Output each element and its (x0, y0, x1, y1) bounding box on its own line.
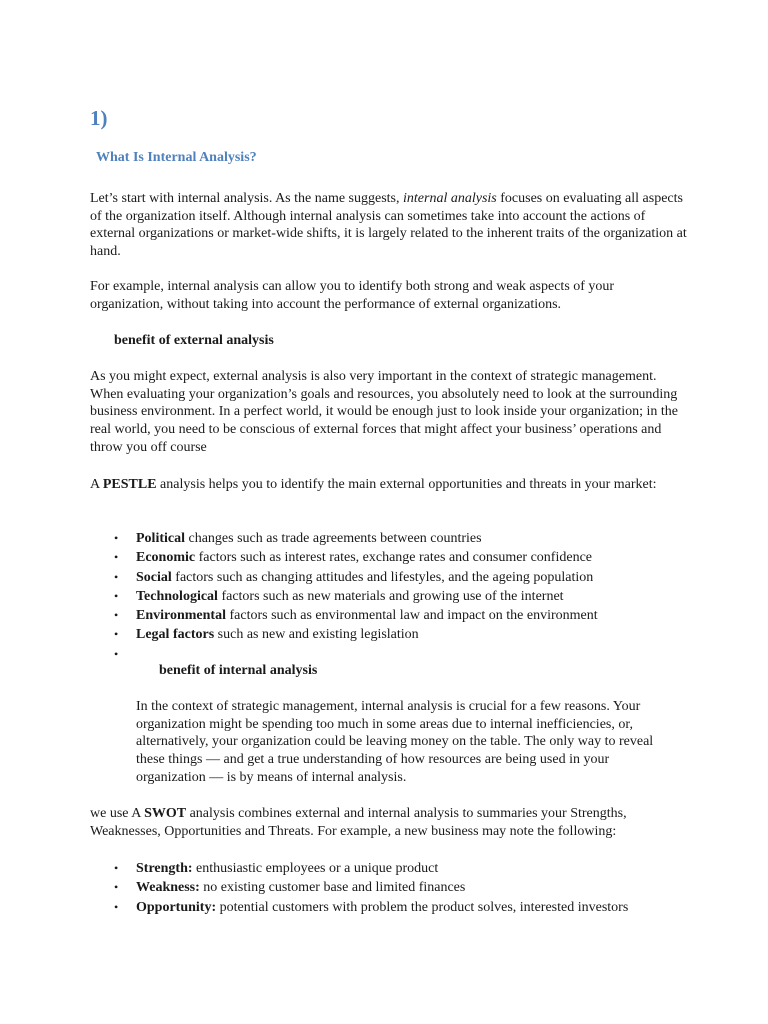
bullet-icon: • (114, 627, 119, 642)
bullet-icon: • (114, 550, 119, 565)
pestle-item-term: Social (136, 569, 172, 585)
pestle-item-term: Technological (136, 588, 218, 604)
bullet-icon: • (114, 646, 119, 661)
bullet-icon: • (114, 608, 119, 623)
swot-item-text: enthusiastic employees or a unique product (192, 861, 439, 876)
internal-paragraph: In the context of strategic management, internal analysis is crucial for a few reasons. Your organization might be spending too much in some areas due to internal inefficiencies, or, alternatively, your organization could be leaving money on the table. The only way to reveal these things — and get a true understanding of how resources are being used in your organization — is by means of internal analysis. (136, 699, 654, 785)
pestle-text-2: analysis helps you to identify the main external opportunities and threats in your market: (156, 477, 657, 492)
bullet-icon: • (114, 861, 119, 875)
swot-intro-paragraph (90, 805, 690, 840)
pestle-item (90, 587, 598, 606)
external-paragraph: As you might expect, external analysis is also very important in the context of strategic management. When evaluating your organization’s goals and resources, you absolutely need to look at the surrounding business environment. In a perfect world, it would be enough just to look inside your organization; in the real world, you need to be conscious of external forces that might affect your business’ operations and throw you off course (90, 369, 679, 455)
swot-item-term: Opportunity: (136, 899, 217, 915)
pestle-item-text: factors such as interest rates, exchange rates and consumer confidence (195, 550, 592, 566)
swot-item-term: Strength: (136, 861, 193, 876)
pestle-item-text: changes such as trade agreements between countries (185, 531, 482, 546)
pestle-item-text: factors such as environmental law and impact on the environment (225, 608, 598, 624)
bullet-icon: • (114, 531, 119, 545)
pestle-item (90, 645, 598, 664)
pestle-list (90, 529, 598, 664)
swot-list (90, 859, 628, 917)
section-number: 1) (90, 106, 108, 130)
pestle-item-term: Environmental (136, 608, 226, 624)
pestle-item-term: Economic (136, 550, 196, 566)
example-paragraph: For example, internal analysis can allow you to identify both strong and weak aspects of your organization, without taking into account the performance of external organizations. (90, 279, 615, 312)
pestle-intro-paragraph (90, 476, 690, 494)
pestle-item-term: Political (136, 531, 185, 546)
swot-text-1: we use A (90, 806, 145, 821)
swot-item (90, 859, 628, 878)
pestle-item-text: factors such as new materials and growing use of the internet (217, 588, 564, 604)
swot-item-text: potential customers with problem the product solves, interested investors (216, 899, 629, 915)
intro-paragraph (90, 190, 690, 261)
swot-item (90, 898, 628, 917)
pestle-item (90, 606, 598, 625)
swot-item-text: no existing customer base and limited finances (199, 880, 466, 896)
pestle-item-term: Legal factors (136, 627, 215, 643)
pestle-item (90, 625, 598, 644)
intro-italic-term: internal analysis (403, 191, 497, 206)
pestle-item (90, 529, 598, 548)
intro-text-1: Let’s start with internal analysis. As the name suggests, (90, 191, 404, 206)
bullet-icon: • (114, 569, 119, 584)
bullet-icon: • (114, 588, 119, 603)
swot-item-term: Weakness: (136, 880, 200, 896)
pestle-term: PESTLE (102, 477, 157, 492)
swot-text-2: analysis combines external and internal analysis to summaries your Strengths, Weaknesses, Opportunities and Threats. For example, a new business may note the following: (90, 806, 627, 839)
internal-subheading: benefit of internal analysis (159, 663, 318, 678)
bullet-icon: • (114, 880, 119, 895)
pestle-item-text: factors such as changing attitudes and lifestyles, and the ageing population (171, 569, 594, 585)
section-heading: What Is Internal Analysis? (96, 150, 257, 165)
bullet-icon: • (114, 899, 119, 914)
intro-text-2: focuses on evaluating all aspects of the organization itself. Although internal analysis can sometimes take into account the actions of external organizations or market-wide shifts, it is largely related to the inherent traits of the organization at hand. (90, 191, 687, 260)
pestle-item (90, 568, 598, 587)
pestle-item-text: such as new and existing legislation (214, 627, 419, 643)
swot-item (90, 878, 628, 897)
pestle-text-1: A (90, 477, 103, 492)
swot-term: SWOT (144, 806, 187, 821)
external-subheading: benefit of external analysis (114, 333, 274, 348)
pestle-item (90, 548, 598, 567)
